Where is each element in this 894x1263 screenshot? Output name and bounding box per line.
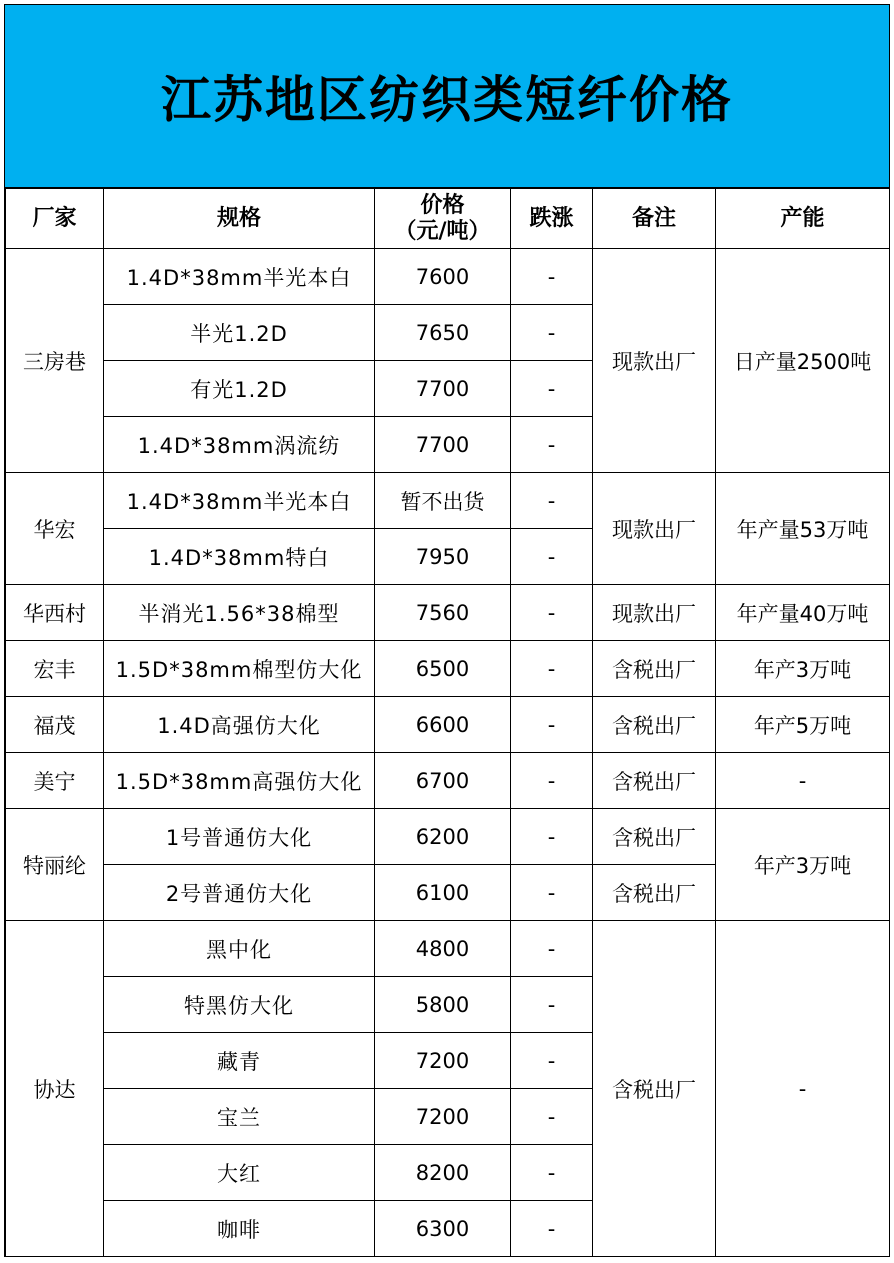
spec-cell: 黑中化 — [104, 921, 375, 977]
price-cell: 6200 — [375, 809, 511, 865]
header-capacity: 产能 — [716, 189, 890, 249]
price-cell: 6500 — [375, 641, 511, 697]
change-cell: - — [511, 361, 593, 417]
capacity-cell: 日产量2500吨 — [716, 249, 890, 473]
price-cell: 7200 — [375, 1089, 511, 1145]
change-cell: - — [511, 1201, 593, 1257]
change-cell: - — [511, 921, 593, 977]
table-row — [6, 249, 890, 305]
factory-cell: 三房巷 — [6, 249, 104, 473]
header-price-line2: （元/吨） — [394, 218, 491, 244]
spec-cell: 2号普通仿大化 — [104, 865, 375, 921]
change-cell: - — [511, 417, 593, 473]
note-cell: 含税出厂 — [593, 921, 716, 1257]
spec-cell: 藏青 — [104, 1033, 375, 1089]
price-cell: 7600 — [375, 249, 511, 305]
change-cell: - — [511, 585, 593, 641]
price-cell: 7650 — [375, 305, 511, 361]
header-change: 跌涨 — [511, 189, 593, 249]
capacity-cell: 年产3万吨 — [716, 809, 890, 921]
spec-cell: 1.4D高强仿大化 — [104, 697, 375, 753]
capacity-cell: - — [716, 921, 890, 1257]
table-row — [6, 641, 890, 697]
spec-cell: 咖啡 — [104, 1201, 375, 1257]
spec-cell: 半光1.2D — [104, 305, 375, 361]
note-cell: 含税出厂 — [593, 809, 716, 865]
change-cell: - — [511, 753, 593, 809]
spec-cell: 1.4D*38mm特白 — [104, 529, 375, 585]
header-price — [375, 189, 511, 249]
header-price-line1: 价格 — [420, 192, 465, 218]
note-cell: 含税出厂 — [593, 865, 716, 921]
table-row — [6, 585, 890, 641]
spec-cell: 1.4D*38mm半光本白 — [104, 473, 375, 529]
capacity-cell: 年产3万吨 — [716, 641, 890, 697]
table-row — [6, 921, 890, 977]
spec-cell: 宝兰 — [104, 1089, 375, 1145]
factory-cell: 特丽纶 — [6, 809, 104, 921]
factory-cell: 协达 — [6, 921, 104, 1257]
price-cell: 4800 — [375, 921, 511, 977]
note-cell: 含税出厂 — [593, 697, 716, 753]
header-row — [6, 189, 890, 249]
note-cell: 现款出厂 — [593, 585, 716, 641]
factory-cell: 华西村 — [6, 585, 104, 641]
change-cell: - — [511, 641, 593, 697]
price-cell: 6600 — [375, 697, 511, 753]
price-cell: 6300 — [375, 1201, 511, 1257]
capacity-cell: - — [716, 753, 890, 809]
change-cell: - — [511, 1145, 593, 1201]
price-cell: 暂不出货 — [375, 473, 511, 529]
capacity-cell: 年产量53万吨 — [716, 473, 890, 585]
price-cell: 7950 — [375, 529, 511, 585]
change-cell: - — [511, 305, 593, 361]
change-cell: - — [511, 697, 593, 753]
spec-cell: 大红 — [104, 1145, 375, 1201]
spec-cell: 1号普通仿大化 — [104, 809, 375, 865]
price-table — [5, 188, 890, 1257]
factory-cell: 福茂 — [6, 697, 104, 753]
price-cell: 7200 — [375, 1033, 511, 1089]
header-factory: 厂家 — [6, 189, 104, 249]
header-note: 备注 — [593, 189, 716, 249]
spec-cell: 半消光1.56*38棉型 — [104, 585, 375, 641]
price-cell: 6100 — [375, 865, 511, 921]
table-row — [6, 697, 890, 753]
capacity-cell: 年产5万吨 — [716, 697, 890, 753]
note-cell: 含税出厂 — [593, 753, 716, 809]
spec-cell: 1.4D*38mm涡流纺 — [104, 417, 375, 473]
factory-cell: 华宏 — [6, 473, 104, 585]
change-cell: - — [511, 1033, 593, 1089]
price-cell: 6700 — [375, 753, 511, 809]
note-cell: 现款出厂 — [593, 473, 716, 585]
price-cell: 8200 — [375, 1145, 511, 1201]
change-cell: - — [511, 977, 593, 1033]
header-spec: 规格 — [104, 189, 375, 249]
price-cell: 7560 — [375, 585, 511, 641]
price-cell: 7700 — [375, 361, 511, 417]
price-cell: 5800 — [375, 977, 511, 1033]
factory-cell: 美宁 — [6, 753, 104, 809]
spec-cell: 特黑仿大化 — [104, 977, 375, 1033]
capacity-cell: 年产量40万吨 — [716, 585, 890, 641]
note-cell: 含税出厂 — [593, 641, 716, 697]
change-cell: - — [511, 473, 593, 529]
note-cell: 现款出厂 — [593, 249, 716, 473]
change-cell: - — [511, 1089, 593, 1145]
table-row — [6, 753, 890, 809]
factory-cell: 宏丰 — [6, 641, 104, 697]
spec-cell: 1.5D*38mm棉型仿大化 — [104, 641, 375, 697]
spec-cell: 1.5D*38mm高强仿大化 — [104, 753, 375, 809]
table-row — [6, 809, 890, 865]
spec-cell: 有光1.2D — [104, 361, 375, 417]
change-cell: - — [511, 529, 593, 585]
spec-cell: 1.4D*38mm半光本白 — [104, 249, 375, 305]
title-banner — [5, 5, 889, 188]
table-row — [6, 473, 890, 529]
change-cell: - — [511, 809, 593, 865]
page-title: 江苏地区纺织类短纤价格 — [161, 71, 733, 129]
price-cell: 7700 — [375, 417, 511, 473]
change-cell: - — [511, 865, 593, 921]
change-cell: - — [511, 249, 593, 305]
